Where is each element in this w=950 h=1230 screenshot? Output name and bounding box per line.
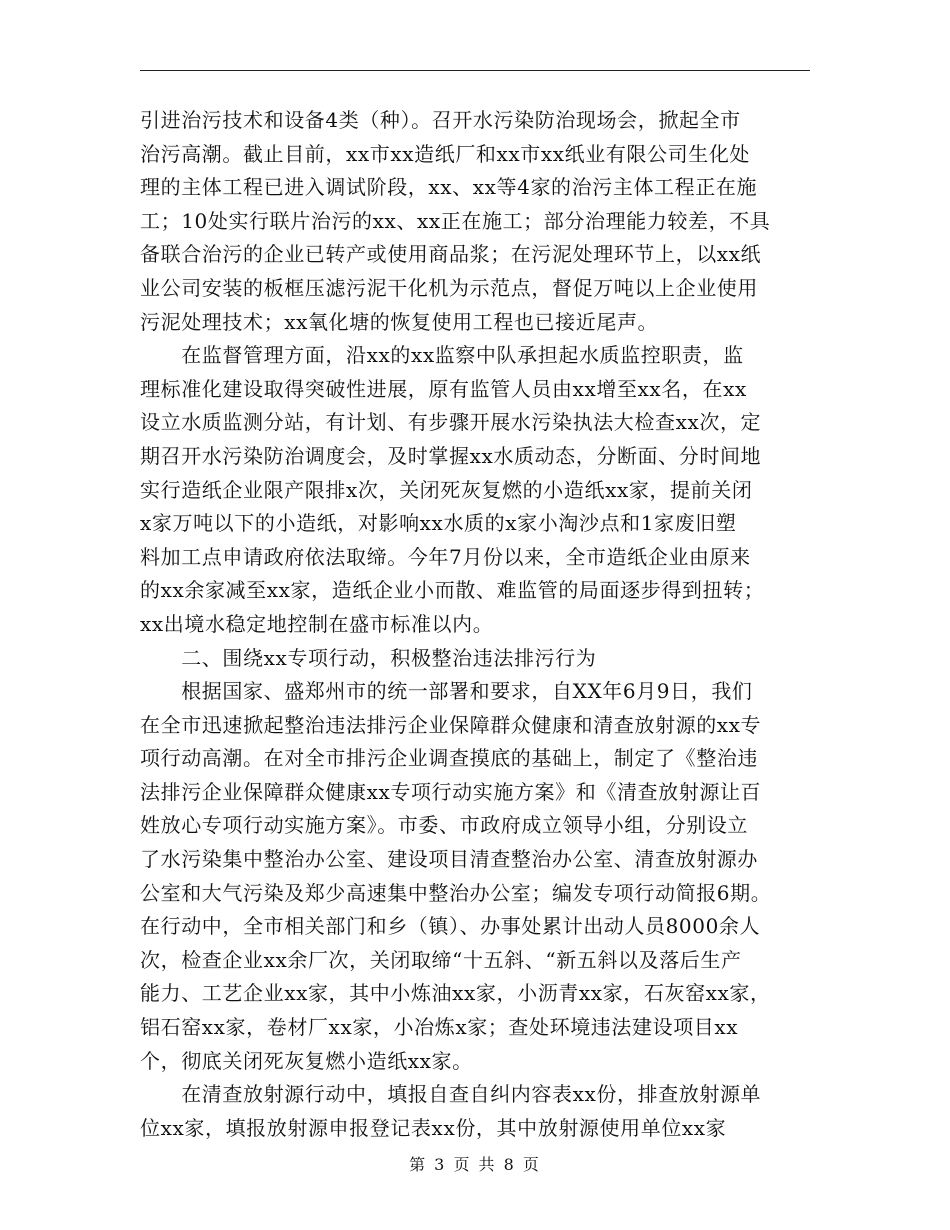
text-line: 法排污企业保障群众健康xx专项行动实施方案》和《清查放射源让百 [140, 779, 762, 804]
text-line: 工；10处实行联片治污的xx、xx正在施工；部分治理能力较差，不具 [140, 208, 771, 233]
text-line: 污泥处理技术；xx氧化塘的恢复使用工程也已接近尾声。 [140, 309, 659, 334]
text-line: 次，检查企业xx余厂次，关闭取缔“十五斜、“新五斜以及落后生产 [140, 947, 742, 972]
text-line: 在行动中，全市相关部门和乡（镇）、办事处累计出动人员8000余人 [140, 914, 761, 939]
text-line: 治污高潮。截止目前，xx市xx造纸厂和xx市xx纸业有限公司生化处 [140, 141, 751, 166]
text-line: 设立水质监测分站，有计划、有步骤开展水污染执法大检查xx次，定 [140, 410, 762, 435]
text-line: 在全市迅速掀起整治违法排污企业保障群众健康和清查放射源的xx专 [140, 712, 762, 737]
text-line: 理的主体工程已进入调试阶段，xx、xx等4家的治污主体工程正在施 [140, 175, 758, 200]
text-line: 备联合治污的企业已转产或使用商品浆；在污泥处理环节上，以xx纸 [140, 242, 762, 267]
text-line: 业公司安装的板框压滤污泥干化机为示范点，督促万吨以上企业使用 [140, 275, 758, 300]
text-line: 铝石窑xx家，卷材厂xx家，小冶炼x家；查处环境违法建设项目xx [140, 1015, 739, 1040]
text-line: x家万吨以下的小造纸，对影响xx水质的x家小淘沙点和1家废旧塑 [140, 511, 737, 536]
text-line: 实行造纸企业限产限排x次，关闭死灰复燃的小造纸xx家，提前关闭 [140, 477, 753, 502]
text-line: 期召开水污染防治调度会，及时掌握xx水质动态，分断面、分时间地 [140, 443, 762, 468]
text-line: xx出境水稳定地控制在盛市标准以内。 [140, 611, 494, 636]
text-line: 二、围绕xx专项行动，积极整治违法排污行为 [140, 645, 597, 670]
page-footer: 第 3 页 共 8 页 [409, 1155, 541, 1174]
body-text [140, 104, 820, 1145]
text-line: 了水污染集中整治办公室、建设项目清查整治办公室、清查放射源办 [140, 847, 758, 872]
text-line: 在清查放射源行动中，填报自查自纠内容表xx份，排查放射源单 [140, 1082, 762, 1107]
text-line: 料加工点申请政府依法取缔。今年7月份以来，全市造纸企业由原来 [140, 544, 751, 569]
text-line: 的xx余家减至xx家，造纸企业小而散、难监管的局面逐步得到扭转； [140, 578, 765, 603]
text-line: 在监督管理方面，沿xx的xx监察中队承担起水质监控职责，监 [140, 343, 744, 368]
text-line: 位xx家，填报放射源申报登记表xx份，其中放射源使用单位xx家 [140, 1115, 727, 1140]
text-line: 项行动高潮。在对全市排污企业调查摸底的基础上，制定了《整治违 [140, 746, 758, 771]
text-line: 引进治污技术和设备4类（种）。召开水污染防治现场会，掀起全市 [140, 108, 741, 132]
text-line: 个，彻底关闭死灰复燃小造纸xx家。 [140, 1048, 473, 1073]
text-line: 根据国家、盛郑州市的统一部署和要求，自XX年6月9日，我们 [140, 679, 753, 704]
text-line: 姓放心专项行动实施方案》。市委、市政府成立领导小组，分别设立 [140, 813, 748, 838]
header-rule [140, 70, 810, 71]
text-line: 能力、工艺企业xx家，其中小炼油xx家，小沥青xx家，石灰窑xx家， [140, 981, 771, 1006]
text-line: 公室和大气污染及郑少高速集中整治办公室；编发专项行动简报6期。 [140, 880, 772, 905]
text-line: 理标准化建设取得突破性进展，原有监管人员由xx增至xx名，在xx [140, 376, 747, 401]
